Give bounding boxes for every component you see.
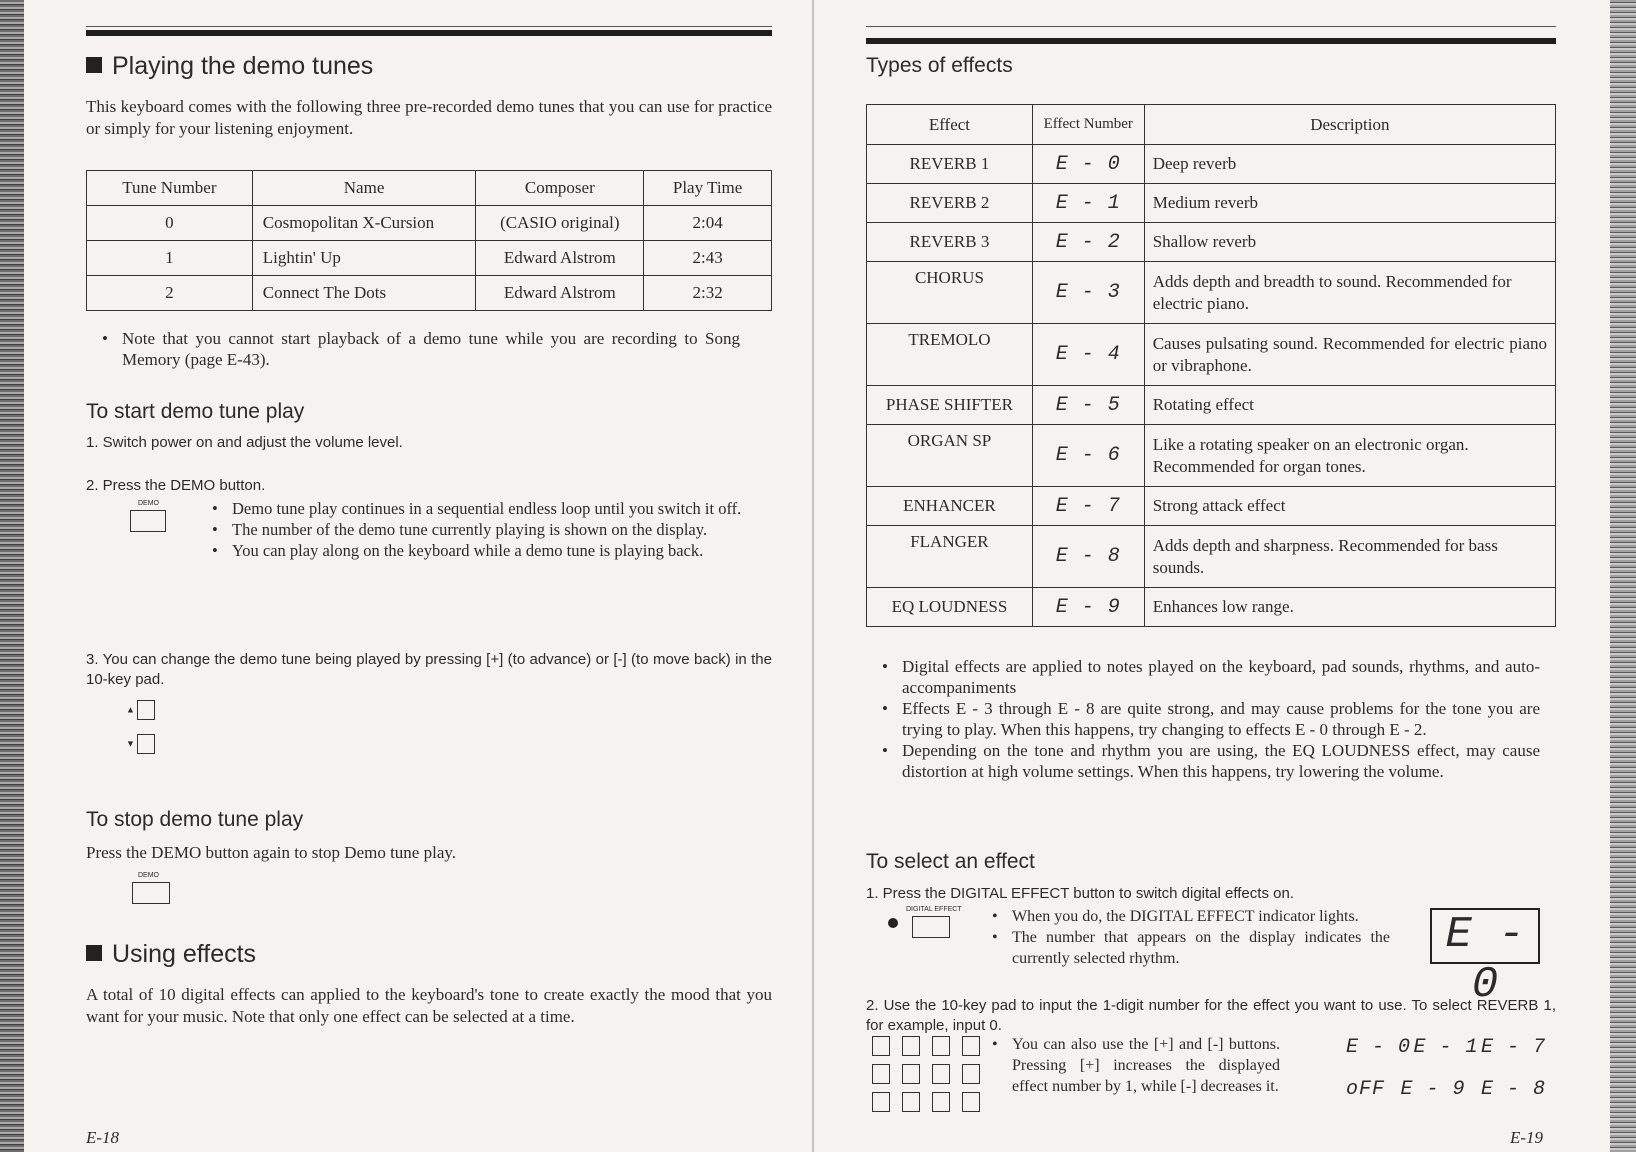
- effect-description: Adds depth and sharpness. Recommended for bass sounds.: [1144, 526, 1555, 588]
- page-edge-right: [1610, 0, 1636, 1152]
- key-icon: [872, 1036, 890, 1056]
- cycle-value: E - 1: [1413, 1036, 1479, 1059]
- table-row: [867, 425, 1556, 487]
- tune-header-cell: Composer: [476, 171, 644, 206]
- demo-button-label: DEMO: [138, 500, 159, 507]
- center-gutter: [812, 0, 814, 1152]
- effect-header-cell: Description: [1144, 105, 1555, 145]
- select-effect-title: To select an effect: [866, 850, 1035, 873]
- minus-key-icon: [137, 734, 155, 754]
- table-row: [867, 324, 1556, 386]
- key-icon: [872, 1092, 890, 1112]
- list-item: • The number of the demo tune currently playing is shown on the display.: [210, 519, 772, 540]
- list-item: • When you do, the DIGITAL EFFECT indicator lights.: [990, 906, 1390, 927]
- tune-composer: (CASIO original): [476, 206, 644, 241]
- effect-description: Causes pulsating sound. Recommended for electric piano or vibraphone.: [1144, 324, 1555, 386]
- up-arrow-icon: ▲: [126, 704, 135, 715]
- table-row: [87, 241, 772, 276]
- stop-demo-title: To stop demo tune play: [86, 808, 304, 831]
- step2-bullets: [210, 498, 772, 561]
- table-row: [867, 184, 1556, 223]
- effects-notes: [880, 656, 1540, 782]
- effect-name: TREMOLO: [867, 324, 1033, 386]
- minus-key-group: [126, 734, 155, 754]
- page-number-left: E-18: [86, 1128, 120, 1147]
- effect-description: Adds depth and breadth to sound. Recommended for electric piano.: [1144, 262, 1555, 324]
- effects-intro: A total of 10 digital effects can applied to the keyboard's tone to create exactly the mood that you want for your music. Note that only one effect can be selected at a time.: [86, 985, 772, 1026]
- tune-number: 2: [87, 276, 253, 311]
- left-page: [86, 0, 772, 1152]
- tune-name: Lightin' Up: [252, 241, 476, 276]
- effect-number: E - 8: [1032, 526, 1144, 588]
- digital-effect-button-label: DIGITAL EFFECT: [906, 906, 962, 913]
- effect-cycle-bottom: [1346, 1078, 1546, 1101]
- effect-description: Deep reverb: [1144, 145, 1555, 184]
- effect-header-cell: Effect: [867, 105, 1033, 145]
- list-item: • Depending on the tone and rhythm you are using, the EQ LOUDNESS effect, may cause distortion at high volume settings. When this happens, try lowering the volume.: [880, 740, 1540, 782]
- effect-cycle-top: [1346, 1036, 1546, 1059]
- effect-number: E - 2: [1032, 223, 1144, 262]
- table-row: [867, 223, 1556, 262]
- effect-number: E - 0: [1032, 145, 1144, 184]
- list-item: • Digital effects are applied to notes played on the keyboard, pad sounds, rhythms, and auto-accompaniments: [880, 656, 1540, 698]
- select-step1-bullets: [990, 906, 1390, 969]
- key-icon: [872, 1064, 890, 1084]
- tune-table: [86, 170, 772, 311]
- effect-number: E - 3: [1032, 262, 1144, 324]
- tune-composer: Edward Alstrom: [476, 276, 644, 311]
- list-item: • Demo tune play continues in a sequential endless loop until you switch it off.: [210, 498, 772, 519]
- list-item: • The number that appears on the display indicates the currently selected rhythm.: [990, 927, 1390, 969]
- start-step-2: 2. Press the DEMO button.: [86, 477, 266, 494]
- cycle-value: E - 8: [1480, 1078, 1546, 1101]
- cycle-value: E - 0: [1346, 1036, 1412, 1059]
- table-row: [867, 487, 1556, 526]
- cycle-value: E - 9: [1400, 1078, 1466, 1101]
- key-icon: [902, 1092, 920, 1112]
- tune-table-header: [87, 171, 772, 206]
- effect-description: Medium reverb: [1144, 184, 1555, 223]
- tune-name: Cosmopolitan X-Cursion: [252, 206, 476, 241]
- key-icon: [962, 1092, 980, 1112]
- effect-name: ENHANCER: [867, 487, 1033, 526]
- table-row: [87, 276, 772, 311]
- tune-header-cell: Play Time: [644, 171, 772, 206]
- tune-number: 0: [87, 206, 253, 241]
- cycle-value: E - 7: [1480, 1036, 1546, 1059]
- effect-description: Strong attack effect: [1144, 487, 1555, 526]
- key-icon: [902, 1036, 920, 1056]
- key-icon: [962, 1064, 980, 1084]
- top-rule-thin: [866, 26, 1556, 27]
- effect-number: E - 1: [1032, 184, 1144, 223]
- demo-section-title: Playing the demo tunes: [86, 52, 373, 81]
- tune-time: 2:04: [644, 206, 772, 241]
- demo-note: [100, 328, 740, 370]
- effect-number: E - 4: [1032, 324, 1144, 386]
- select-step-1: 1. Press the DIGITAL EFFECT button to switch digital effects on.: [866, 885, 1294, 902]
- key-icon: [962, 1036, 980, 1056]
- effects-table: [866, 104, 1556, 627]
- top-rule: [86, 30, 772, 36]
- effect-number: E - 7: [1032, 487, 1144, 526]
- select-step2-bullet: [990, 1034, 1280, 1097]
- demo-button-label: DEMO: [138, 872, 159, 879]
- indicator-light-icon: [888, 918, 898, 928]
- plus-key-icon: [137, 700, 155, 720]
- stop-demo-text: Press the DEMO button again to stop Demo tune play.: [86, 843, 457, 862]
- tune-composer: Edward Alstrom: [476, 241, 644, 276]
- tune-time: 2:32: [644, 276, 772, 311]
- tune-header-cell: Tune Number: [87, 171, 253, 206]
- table-row: [87, 206, 772, 241]
- ten-key-pad-icon: [872, 1036, 992, 1112]
- digital-effect-button-icon: [912, 916, 950, 938]
- effect-name: EQ LOUDNESS: [867, 588, 1033, 627]
- effect-number: E - 9: [1032, 588, 1144, 627]
- right-page: [866, 0, 1556, 1152]
- types-of-effects-title: Types of effects: [866, 54, 1013, 77]
- effect-name: CHORUS: [867, 262, 1033, 324]
- list-item: • Effects E - 3 through E - 8 are quite strong, and may cause problems for the tone you are trying to play. When this happens, try changing to effects E - 0 through E - 2.: [880, 698, 1540, 740]
- effect-header-cell: Effect Number: [1032, 105, 1144, 145]
- demo-intro: This keyboard comes with the following three pre-recorded demo tunes that you can use for practice or simply for your listening enjoyment.: [86, 97, 772, 138]
- list-item: • Note that you cannot start playback of a demo tune while you are recording to Song Memory (page E-43).: [100, 328, 740, 370]
- table-row: [867, 386, 1556, 425]
- effects-table-header: [867, 105, 1556, 145]
- plus-key-group: [126, 700, 155, 720]
- cycle-value: oFF: [1346, 1078, 1386, 1101]
- effect-number: E - 6: [1032, 425, 1144, 487]
- table-row: [867, 526, 1556, 588]
- select-step-2: 2. Use the 10-key pad to input the 1-digit number for the effect you want to use. To select REVERB 1, for example, input 0.: [866, 997, 1556, 1034]
- tune-number: 1: [87, 241, 253, 276]
- square-bullet-icon: [86, 57, 102, 73]
- top-rule-thin: [86, 26, 772, 27]
- start-demo-title: To start demo tune play: [86, 400, 305, 423]
- page-edge-left: [0, 0, 24, 1152]
- list-item: • You can also use the [+] and [-] buttons. Pressing [+] increases the displayed effect number by 1, while [-] decreases it.: [990, 1034, 1280, 1097]
- square-bullet-icon: [86, 945, 102, 961]
- start-step-1: 1. Switch power on and adjust the volume level.: [86, 434, 403, 451]
- top-rule: [866, 38, 1556, 44]
- tune-header-cell: Name: [252, 171, 476, 206]
- effect-number: E - 5: [1032, 386, 1144, 425]
- start-step-3: 3. You can change the demo tune being played by pressing [+] (to advance) or [-] (to move back) in the 10-key pad.: [86, 651, 772, 688]
- table-row: [867, 145, 1556, 184]
- table-row: [867, 262, 1556, 324]
- effect-name: ORGAN SP: [867, 425, 1033, 487]
- key-icon: [932, 1036, 950, 1056]
- effect-description: Enhances low range.: [1144, 588, 1555, 627]
- key-icon: [932, 1092, 950, 1112]
- down-arrow-icon: ▼: [126, 738, 135, 749]
- tune-name: Connect The Dots: [252, 276, 476, 311]
- effect-name: REVERB 2: [867, 184, 1033, 223]
- table-row: [867, 588, 1556, 627]
- tune-time: 2:43: [644, 241, 772, 276]
- effect-name: FLANGER: [867, 526, 1033, 588]
- lcd-display: E - 0: [1430, 908, 1540, 964]
- effect-name: REVERB 3: [867, 223, 1033, 262]
- effect-name: PHASE SHIFTER: [867, 386, 1033, 425]
- effect-name: REVERB 1: [867, 145, 1033, 184]
- demo-button-icon: [132, 882, 170, 904]
- effects-section-title: Using effects: [86, 940, 256, 969]
- demo-button-icon: [130, 510, 166, 532]
- key-icon: [932, 1064, 950, 1084]
- effect-description: Like a rotating speaker on an electronic organ. Recommended for organ tones.: [1144, 425, 1555, 487]
- key-icon: [902, 1064, 920, 1084]
- page-number-right: E-19: [1510, 1128, 1544, 1147]
- list-item: • You can play along on the keyboard while a demo tune is playing back.: [210, 540, 772, 561]
- effect-description: Shallow reverb: [1144, 223, 1555, 262]
- effect-description: Rotating effect: [1144, 386, 1555, 425]
